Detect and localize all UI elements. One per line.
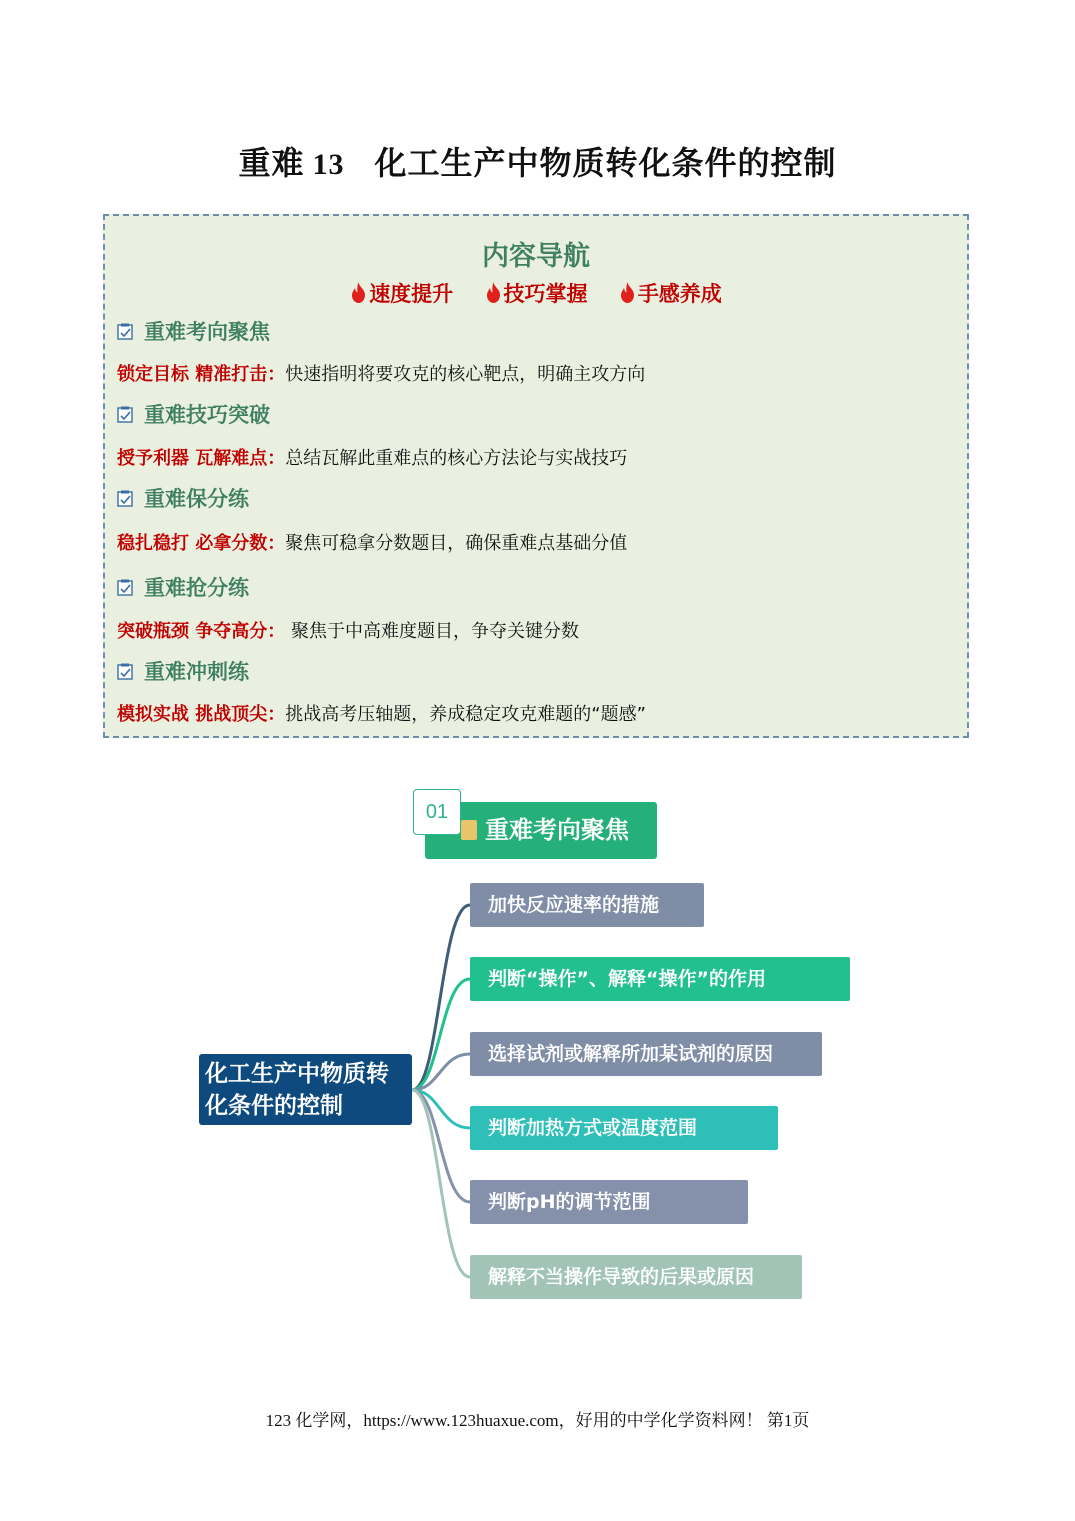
connector-1 (412, 905, 470, 1090)
title-text: 化工生产中物质转化条件的控制 (374, 144, 837, 182)
section-text: 总结瓦解此重难点的核心方法论与实战技巧 (285, 448, 628, 469)
section-lead: 模拟实战 挑战顶尖： (117, 704, 286, 725)
section-lead: 锁定目标 精准打击： (117, 364, 286, 385)
section-head-label: 重难技巧突破 (144, 403, 270, 427)
section-head-label: 重难冲刺练 (144, 660, 249, 684)
section-text: 聚焦可稳拿分数题目，确保重难点基础分值 (285, 533, 628, 554)
mindmap-header-label: 重难考向聚焦 (485, 816, 629, 844)
badge-label: 技巧掌握 (503, 282, 588, 306)
badge-label: 手感养成 (637, 282, 722, 306)
title-number: 13 (312, 148, 345, 181)
mindmap-root: 化工生产中物质转化条件的控制 (199, 1054, 412, 1125)
section-head-label: 重难抢分练 (144, 576, 249, 600)
mindmap-node-4: 判断加热方式或温度范围 (470, 1106, 778, 1150)
page-footer: 123 化学网，https://www.123huaxue.com，好用的中学化学资料网！ 第1页 (265, 1411, 810, 1430)
section-head-label: 重难考向聚焦 (144, 320, 270, 344)
mindmap-tag: 01 (413, 789, 461, 835)
section-lead: 突破瓶颈 争夺高分： (117, 621, 286, 642)
title-prefix: 重难 (238, 144, 305, 182)
section-text: 聚焦于中高难度题目，争夺关键分数 (285, 621, 580, 642)
section-lead: 授予利器 瓦解难点： (117, 448, 286, 469)
mindmap-node-5: 判断pH的调节范围 (470, 1180, 748, 1224)
mindmap-node-2: 判断“操作”、解释“操作”的作用 (470, 957, 850, 1001)
mindmap-node-6: 解释不当操作导致的后果或原因 (470, 1255, 802, 1299)
section-text: 挑战高考压轴题，养成稳定攻克难题的“题感” (285, 704, 646, 725)
section-lead: 稳扎稳打 必拿分数： (117, 533, 286, 554)
mindmap-node-3: 选择试剂或解释所加某试剂的原因 (470, 1032, 822, 1076)
nav-heading: 内容导航 (482, 241, 590, 272)
connector-6 (412, 1090, 470, 1277)
section-head-label: 重难保分练 (144, 487, 249, 511)
section-text: 快速指明将要攻克的核心靶点，明确主攻方向 (285, 364, 646, 385)
badge-label: 速度提升 (369, 282, 454, 306)
mindmap-node-1: 加快反应速率的措施 (470, 883, 704, 927)
